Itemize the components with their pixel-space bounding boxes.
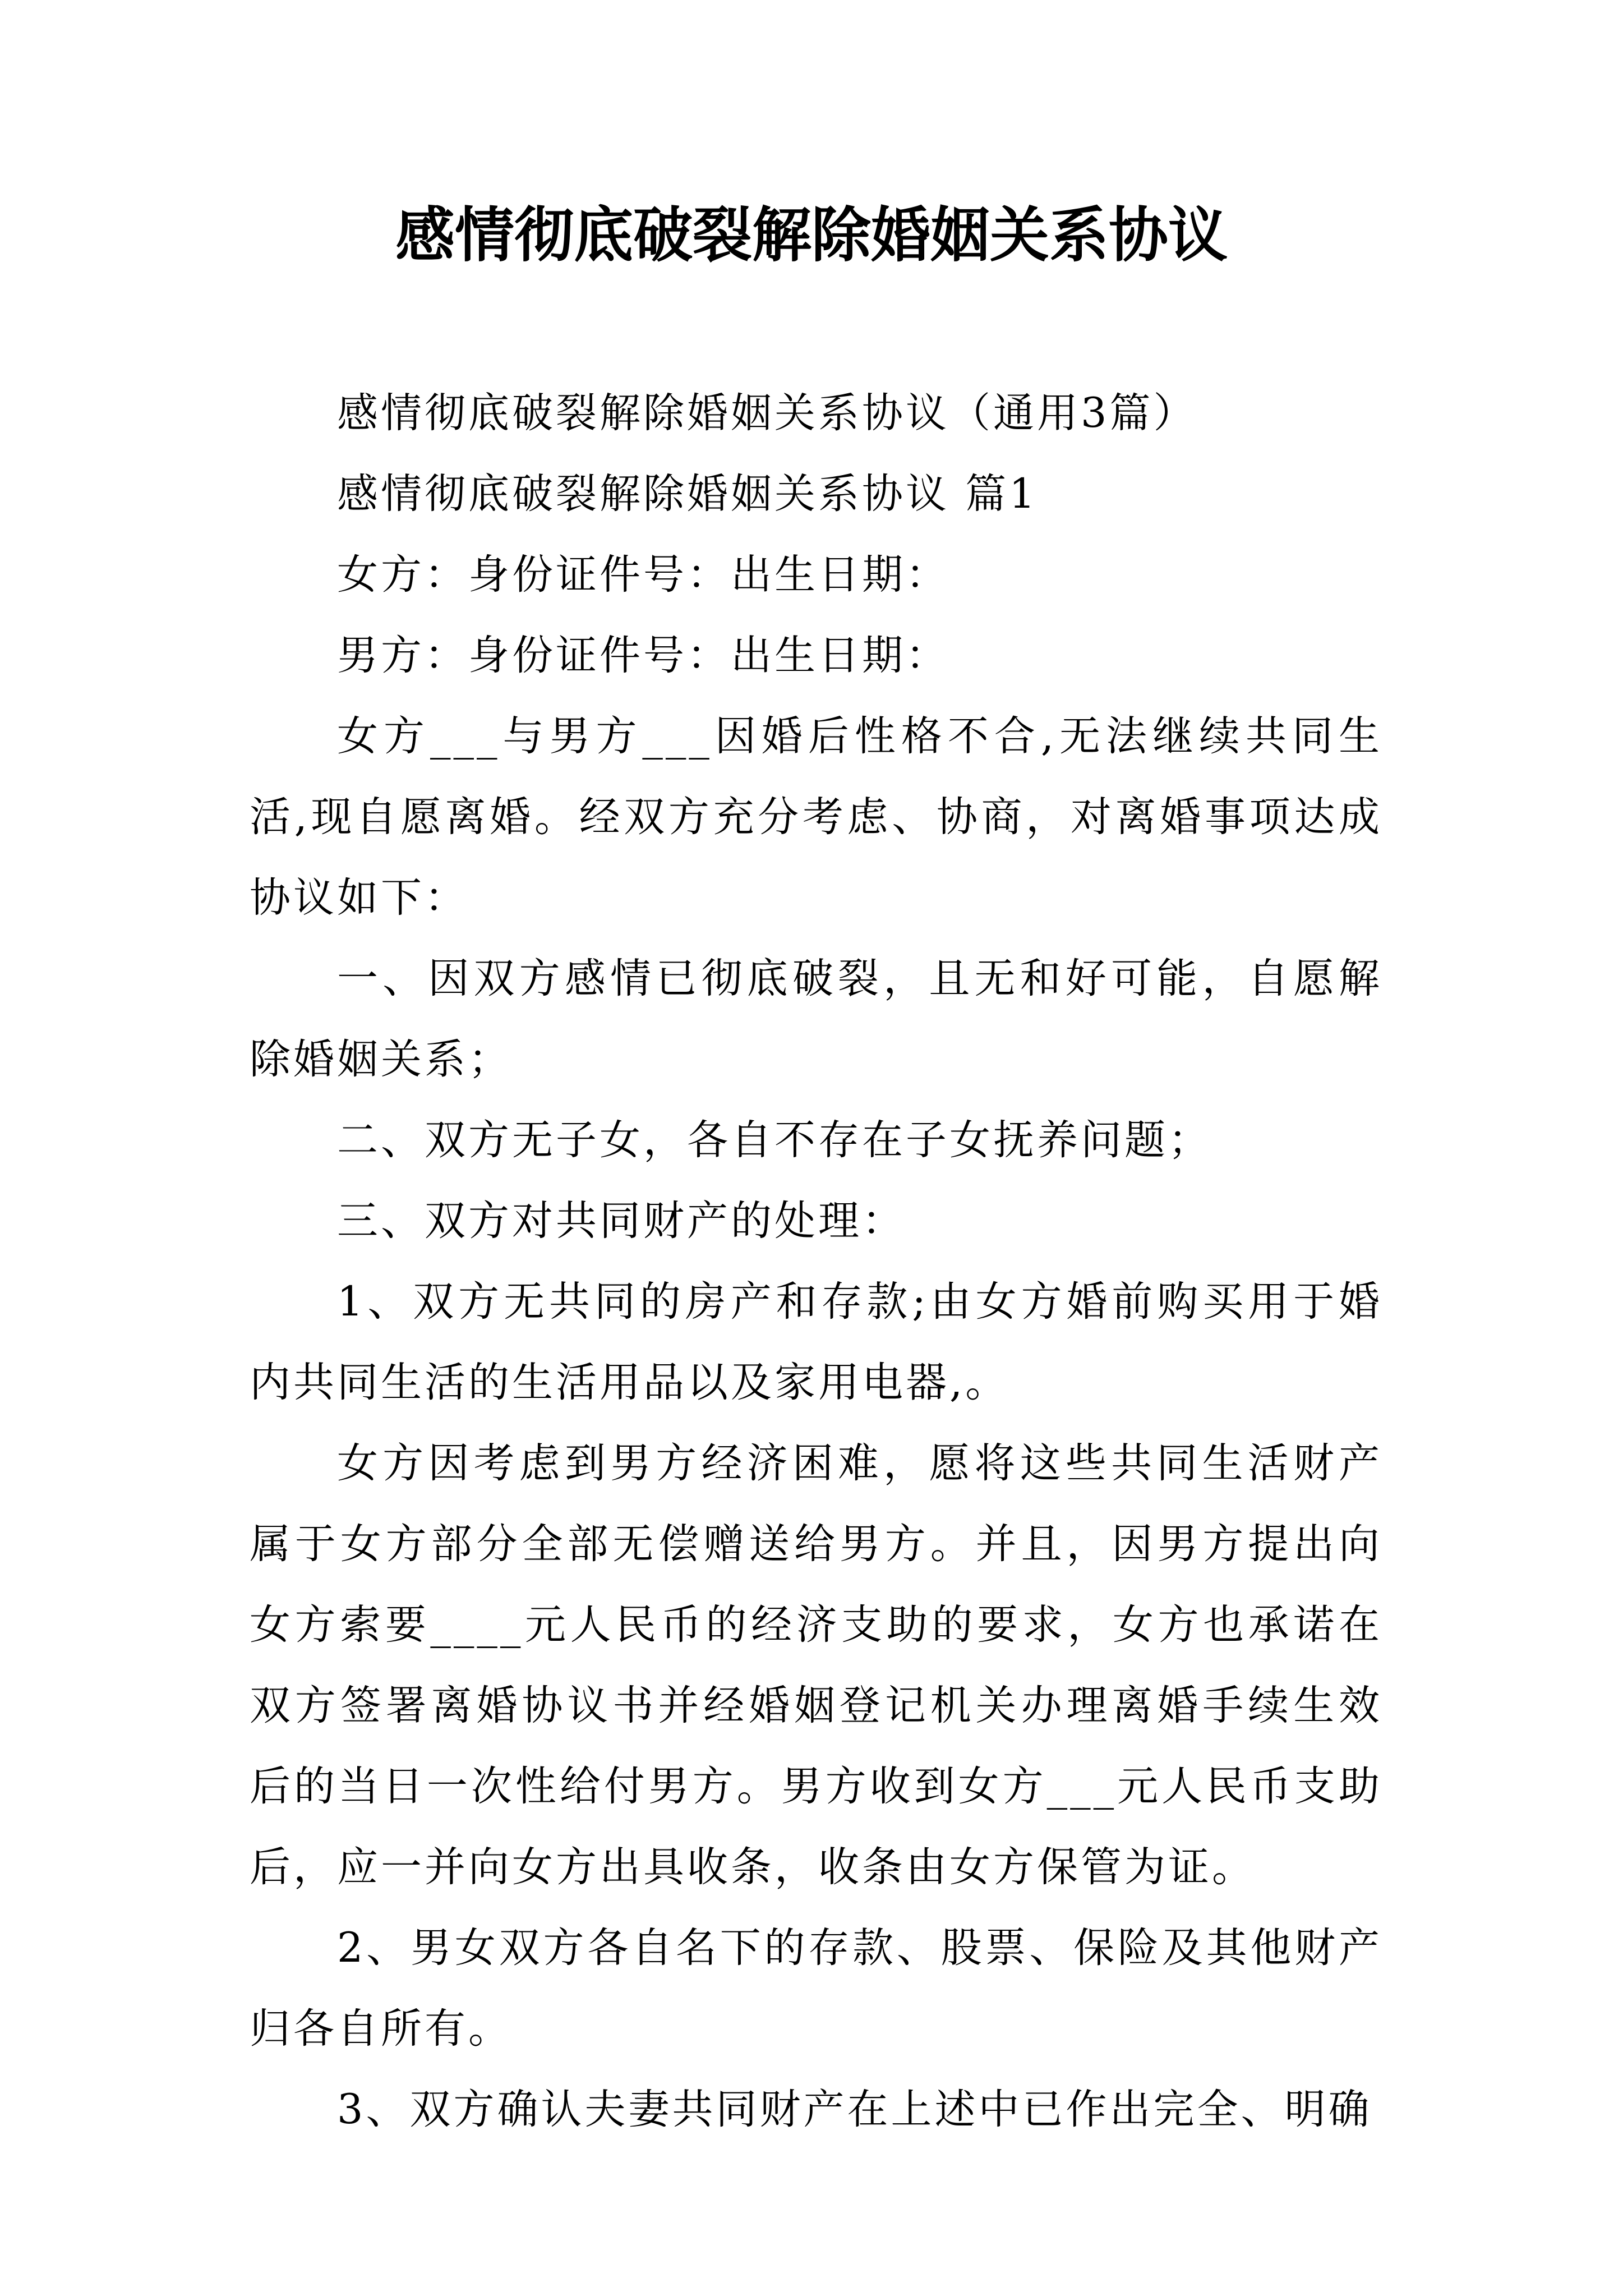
document-body (250, 373, 1382, 2150)
property-item-3: 3、双方确认夫妻共同财产在上述中已作出完全、明确 (337, 2086, 1372, 2133)
property-item-2: 2、男女双方各自名下的存款、股票、保险及其他财产归各自所有。 (250, 1924, 1382, 2053)
party-female-line: 女方：身份证件号：出生日期： (337, 551, 949, 599)
property-item-1-detail: 女方因考虑到男方经济困难，愿将这些共同生活财产属于女方部分全部无偿赠送给男方。并且，因男方提出向女方索要____元人民币的经济支助的要求，女方也承诺在双方签署离婚协议书并经婚姻登记机关办理离婚手续生效后的当日一次性给付男方。男方收到女方___元人民币支助后，应一并向女方出具收条，收条由女方保管为证。 (250, 1439, 1382, 1891)
section-heading: 感情彻底破裂解除婚姻关系协议 篇1 (337, 470, 1038, 518)
document-title: 感情彻底破裂解除婚姻关系协议 (395, 201, 1228, 270)
property-item-1: 1、双方无共同的房产和存款;由女方婚前购买用于婚内共同生活的生活用品以及家用电器,。 (250, 1278, 1382, 1406)
clause-1: 一、因双方感情已彻底破裂，且无和好可能，自愿解除婚姻关系； (250, 955, 1382, 1083)
clause-3: 三、双方对共同财产的处理： (337, 1197, 906, 1245)
party-male-line: 男方：身份证件号：出生日期： (337, 632, 949, 679)
intro-paragraph: 女方___与男方___因婚后性格不合,无法继续共同生活,现自愿离婚。经双方充分考虑、协商，对离婚事项达成协议如下： (250, 712, 1382, 922)
clause-2: 二、双方无子女，各自不存在子女抚养问题； (337, 1116, 1212, 1164)
subtitle-line: 感情彻底破裂解除婚姻关系协议（通用3篇） (337, 389, 1197, 437)
